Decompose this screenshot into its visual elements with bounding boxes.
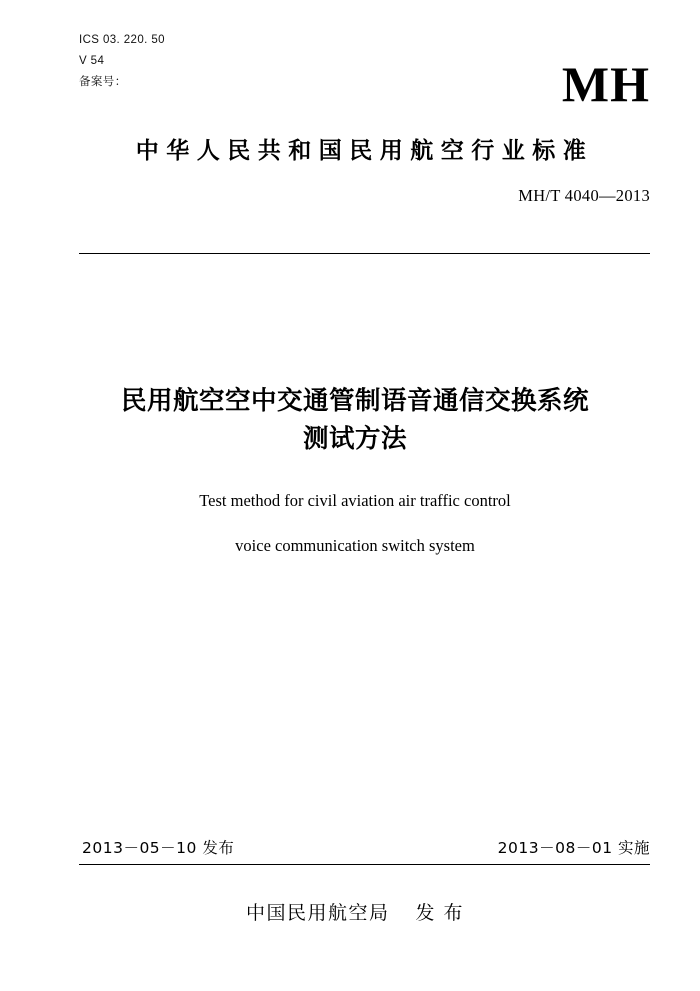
implementation-date: 2013－08－01 实施	[497, 839, 650, 857]
page-title-english-line2: voice communication switch system	[235, 536, 475, 555]
standard-number: MH/T 4040—2013	[518, 186, 650, 205]
page-title-chinese-line2: 测试方法	[302, 424, 407, 454]
publisher-line	[60, 898, 650, 925]
classification-code: V 54	[79, 55, 105, 67]
page-title-english	[60, 478, 650, 568]
publisher-name: 中国民用航空局	[245, 902, 390, 924]
page-title-chinese	[60, 382, 650, 458]
footer-divider	[79, 864, 650, 865]
record-number-label: 备案号：	[79, 76, 127, 88]
standard-series-title: 中华人民共和国民用航空行业标准	[135, 138, 594, 164]
ics-code: ICS 03. 220. 50	[79, 34, 165, 46]
publisher-action: 发 布	[415, 902, 465, 924]
header-divider	[79, 253, 650, 254]
page-title-english-line1: Test method for civil aviation air traffic control	[199, 491, 511, 510]
standard-identifiers	[79, 30, 165, 93]
issue-date: 2013－05－10 发布	[82, 839, 235, 857]
mh-logo: MH	[561, 56, 650, 112]
page-title-chinese-line1: 民用航空空中交通管制语音通信交换系统	[120, 386, 589, 416]
